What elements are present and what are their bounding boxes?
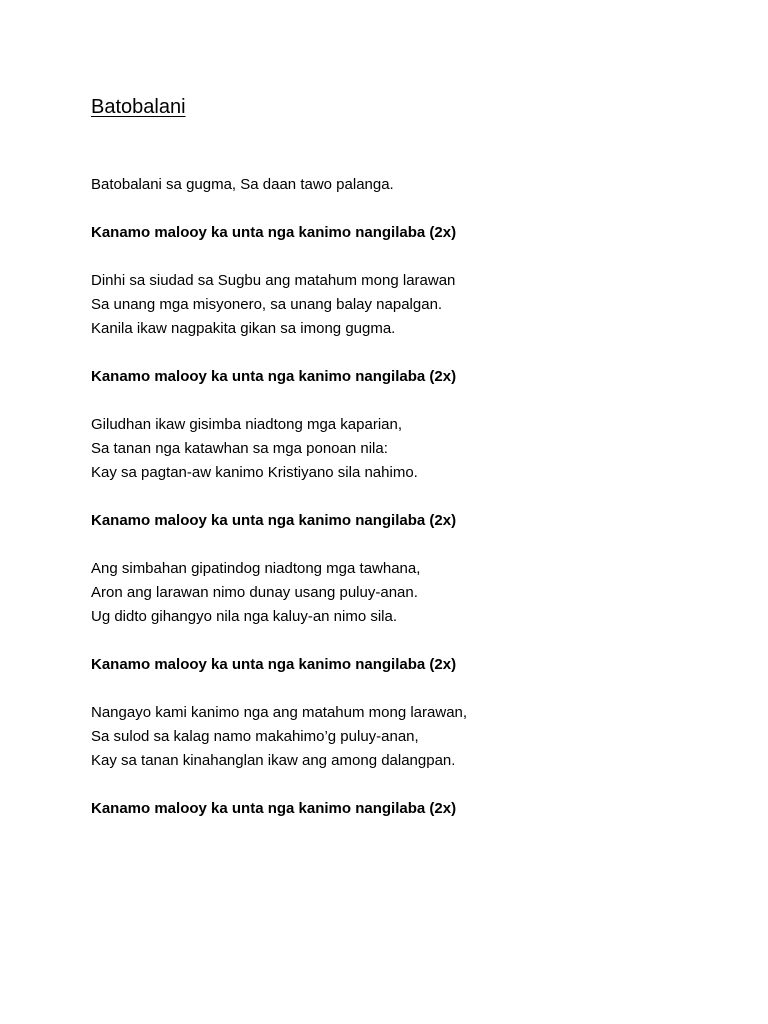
verse-line: Ug didto gihangyo nila nga kaluy-an nimo sila.: [91, 608, 398, 625]
verse-line: Ang simbahan gipatindog niadtong mga tawhana,: [91, 560, 421, 577]
verse-line: Dinhi sa siudad sa Sugbu ang matahum mong larawan: [91, 272, 456, 289]
verse-line: Sa tanan nga katawhan sa mga ponoan nila:: [91, 440, 388, 457]
verse-1: [91, 269, 731, 341]
verse-line: Aron ang larawan nimo dunay usang puluy-anan.: [91, 584, 418, 601]
verse-line: Giludhan ikaw gisimba niadtong mga kaparian,: [91, 416, 403, 433]
verse-line: Kay sa tanan kinahanglan ikaw ang among dalangpan.: [91, 752, 456, 769]
verse-line: Sa unang mga misyonero, sa unang balay napalgan.: [91, 296, 443, 313]
intro-line: Batobalani sa gugma, Sa daan tawo palanga.: [91, 176, 394, 193]
refrain-line: Kanamo malooy ka unta nga kanimo nangilaba (2x): [91, 656, 457, 673]
verse-line: Kanila ikaw nagpakita gikan sa imong gugma.: [91, 320, 396, 337]
refrain-line: Kanamo malooy ka unta nga kanimo nangilaba (2x): [91, 368, 457, 385]
verse-3: [91, 557, 731, 629]
refrain-line: Kanamo malooy ka unta nga kanimo nangilaba (2x): [91, 800, 457, 817]
document-title: Batobalani: [91, 96, 186, 118]
verse-2: [91, 413, 731, 485]
refrain-line: Kanamo malooy ka unta nga kanimo nangilaba (2x): [91, 224, 457, 241]
verse-line: Nangayo kami kanimo nga ang matahum mong larawan,: [91, 704, 468, 721]
verse-line: Kay sa pagtan-aw kanimo Kristiyano sila nahimo.: [91, 464, 418, 481]
verse-4: [91, 701, 731, 773]
verse-line: Sa sulod sa kalag namo makahimo’g puluy-anan,: [91, 728, 419, 745]
refrain-line: Kanamo malooy ka unta nga kanimo nangilaba (2x): [91, 512, 457, 529]
document-page: [91, 94, 731, 821]
